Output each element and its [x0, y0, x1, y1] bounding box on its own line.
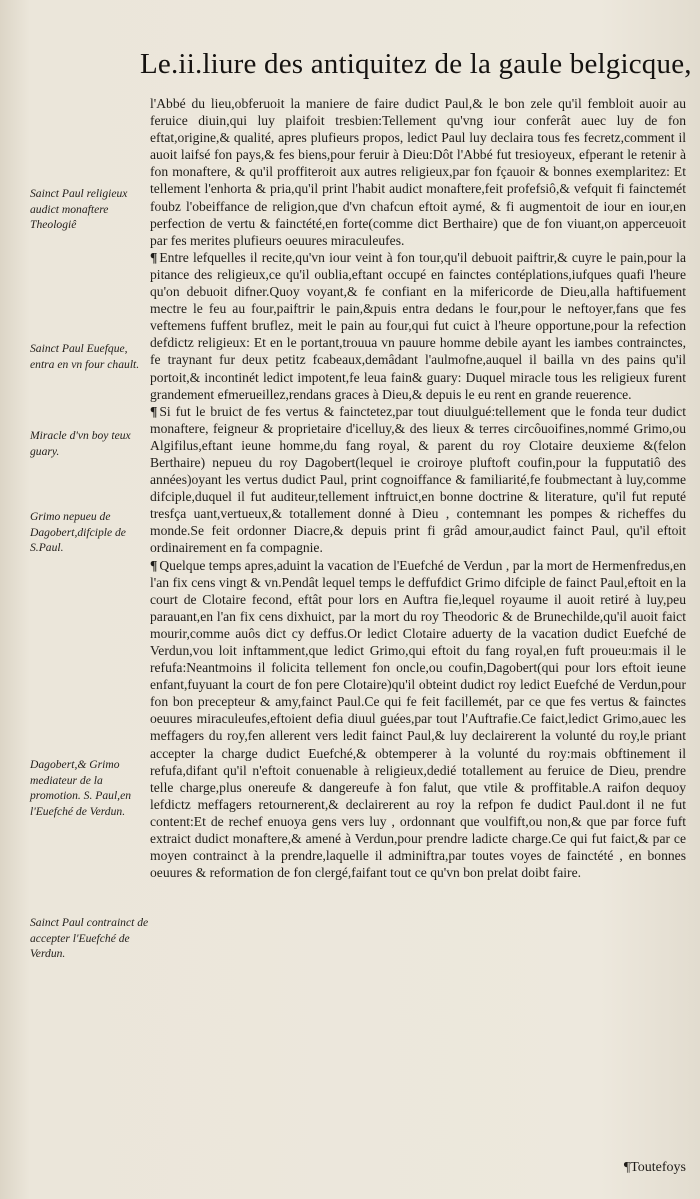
paragraph-4-text: Quelque temps apres,aduint la vacation de l'Euefché de Verdun , par la mort de Hermenfredus,en l'an fix cens vingt & vn.Pendât lequel temps le deffufdict Grimo difciple de fainct Paul,eftoit en la court de Clotaire fecond, eftât pour lors en Auftra fie,lequel royaume il auoit retiré à luy,peu parauant,en l'an fix cens dixhuict, par la mort du roy Theodoric & de Brunechilde,qu'il auoit faict mourir,comme auôs dict cy deffus.Or ledict Clotaire aduerty de la vacation dudict Euefché de Verdun,vou loit inftamment,que ledict Grimo,qui eftoit du fang royal,en fuft proueu:mais il le refufa:Neantmoins il folicita tellement fon oncle,ou coufin,Dagobert(qui pour lors eftoit ieune enfant,fuyuant la court de fon pere Clotaire)qu'il obteint dudict roy ledict Euefché de Verdun,pour fon bon precepteur & amy,fainct Paul.Ce qui fe feit facillemét, par ce que fes vertus & fainctes oeuures miraculeufes,eftoient defia diuul guées,par tout l'Auftrafie.Ce faict,ledict Grimo,auec les meffagers du roy,fen allerent vers ledit fainct Paul,& luy declairerent la volunté du roy,le priant accepter la charge dudict Euefché,& obtemperer à la volunté du roy:mais obftinement il refufa,difant qu'il n'eftoit conuenable à religieux,dedié totallement au feruice de Dieu, prendre telle charge,plus onereufe & dangereufe à fon falut, que vtile & proffitable.A raifon dequoy lefdictz meffagers retournerent,& declairerent au roy la refpon fe dudict Paul.dont il ne fut content:Et de rechef enuoya gens vers luy , ordonnant que voulfift,ou non,& que par force fuft extraict dudict monaftere,& amené à Verdun,pour prendre ladicte charge.Ce qui fut faict,& par ce moyen contrainct à la prendre,laquelle il adminiftra,par toutes voyes de fainctété , en bonnes oeuures & reformation de fon clergé,faifant tout ce qu'vn bon prelat doibt faire.: [150, 557, 686, 881]
margin-note-3: Miracle d'vn boy teux guary.: [30, 429, 131, 458]
margin-note-2: Sainct Paul Euefque, entra en vn four chault.: [30, 342, 140, 371]
running-header: Le.ii.liure des antiquitez de la gaule belgicque,: [140, 48, 692, 80]
paragraph-3-text: Si fut le bruict de fes vertus & fainctetez,par tout diuulgué:tellement que le fonda teur dudict monaftere, feigneur & proprietaire d'icelluy,& des lieux & terres circôuoifines,nommé Grimo,ou Algifilus,eftant ieune homme,du fang royal, & parent du roy Clotaire deuxieme &(felon Berthaire) nepueu du roy Dagobert(lequel ie croiroye pluftoft coufin,pour la fupputatiô des années)oyant les vertus dudict Paul, print cognoiffance & familiarité,fe foubmectant à luy,comme difciple,duquel il fut auditeur,tellement inftruict,en bonne doctrine & literature, qu'il fut reputé tresfça uant,vertueux,& totallement donné à Dieu , contemnant les pompes & richeffes du monde.Se feit ordonner Diacre,& depuis print fi grâd amour,audict fainct Paul, qu'il eftoit ordinairement en fa compagnie.: [150, 403, 686, 556]
pilcrow-mark: ¶: [150, 403, 158, 419]
margin-note-5: Dagobert,& Grimo mediateur de la promotion. S. Paul,en l'Euefché de Verdun.: [30, 758, 132, 818]
margin-note-4: Grimo nepueu de Dagobert,difciple de S.Paul.: [30, 510, 126, 554]
paragraph-3: [150, 403, 686, 557]
paragraph-2-text: Entre lefquelles il recite,qu'vn iour veint à fon tour,qu'il debuoit paiftrir,& cuyre le pain,pour la pitance des religieux,ce qu'il oublia,eftant occupé en fainctes contéplations,iufques quafi l'heure qu'on debuoit difner.Quoy voyant,& fe confiant en la mifericorde de Dieu,alla haftifuement mectre le feu au four,paiftrir le pain,&puis entra dedans le four,pour le neftoyer,fans que fes veftemens fuffent bruflez, meit le pain au four,qui fut cuict à l'heure opportune,pour la refection defdictz religieux: Et en le portant,trouua vn pauure homme debile ayant les iambes contrainctes, fe traynant fur deux petitz fcabeaux,demâdant l'aulmofne,auquel il bailla vn des pains qu'il portoit,& incontinét ledict impotent,fe leua fain& guary: Duquel miracle tous les religieux furent grandement efmerueillez,rendans graces à Dieu,& depuis le eu rent en grande reuerence.: [150, 249, 686, 402]
margin-note-6: Sainct Paul contrainct de accepter l'Euefché de Verdun.: [30, 916, 149, 960]
catchword: ¶Toutefoys: [623, 1160, 686, 1175]
paragraph-1: l'Abbé du lieu,obferuoit la maniere de faire dudict Paul,& le bon zele qu'il fembloit auoir au feruice diuin,qui luy plaifoit tresbien:Tellement qu'vng iour conferât auec luy de fon eftat,origine,& qualité, apres plufieurs propos, ledict Paul luy declaira tous fes fecretz,comment il auoit laifsé fon pays,& fes biens,pour feruir à Dieu:Dôt l'Abbé fut tresioyeux, efperant le retenir à fon monaftere, & qu'il proffiteroit aux autres religieux,par fon fçauoir & bonnes exemplaritez: Et tellement l'enhorta & pria,qu'il print l'habit audict monaftere,feit profefsiô,& vefquit fi fainctemét foubz l'obeiffance de religion,que d'vn chafcun eftoit aymé, & fi augmentoit de iour en iour,en perfection de vertu & fainctété,en forte(comme dict Berthaire) que de fon viuant,on apperceuoit par fes merites plufieurs oeuures miraculeufes.: [150, 96, 686, 248]
main-text-column: [150, 95, 686, 881]
pilcrow-mark: ¶: [150, 557, 158, 573]
paragraph-2: [150, 249, 686, 403]
paragraph-4: [150, 557, 686, 882]
pilcrow-mark: ¶: [150, 249, 158, 265]
margin-note-1: Sainct Paul religieux audict monaftere Theologiê: [30, 187, 128, 231]
